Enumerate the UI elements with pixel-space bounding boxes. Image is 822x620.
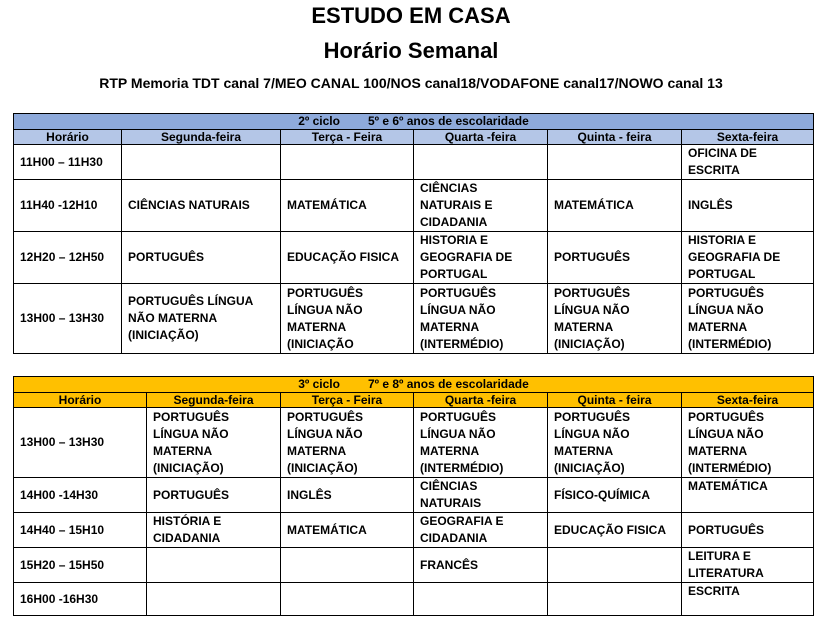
page-title: ESTUDO EM CASA [311,3,511,28]
table-cell: INGLÊS [682,180,814,232]
column-header: Quarta -feira [414,130,548,145]
table-row [14,513,814,548]
table-cell: PORTUGUÊS [122,232,281,284]
table-cell: PORTUGUÊS LÍNGUA NÃO MATERNA (INTERMÉDIO) [682,408,814,478]
table-cell: EDUCAÇÃO FISICA [548,513,682,548]
column-header: Sexta-feira [682,130,814,145]
cycle-banner [14,114,814,130]
table-row [14,408,814,478]
table-cell [414,583,548,616]
table-cell: OFICINA DE ESCRITA [682,145,814,180]
table-cell: MATEMÁTICA [281,513,414,548]
table-cell: ESCRITA [682,583,814,616]
table-cell: HISTÓRIA E CIDADANIA [147,513,281,548]
table-cell [281,145,414,180]
table-cell: PORTUGUÊS [147,478,281,513]
table-cell: EDUCAÇÃO FISICA [281,232,414,284]
cycle-banner [14,377,814,393]
table-cell: HISTORIA E GEOGRAFIA DE PORTUGAL [414,232,548,284]
cycle-label: 2º ciclo [298,114,340,128]
table-cell [548,145,682,180]
column-header: Quarta -feira [414,393,548,408]
page-subtitle: Horário Semanal [323,38,499,63]
schedule-table-cycle2 [13,113,814,354]
table-cell [147,548,281,583]
table-cell: CIÊNCIAS NATURAIS E CIDADANIA [414,180,548,232]
table-cell [147,583,281,616]
table-cell: MATEMÁTICA [682,478,814,513]
time-cell: 13H00 – 13H30 [14,284,122,354]
table-cell [122,145,281,180]
table-cell: FÍSICO-QUÍMICA [548,478,682,513]
years-label: 7º e 8º anos de escolaridade [367,377,529,391]
column-header: Horário [14,393,147,408]
table-cell: PORTUGUÊS LÍNGUA NÃO MATERNA (INICIAÇÃO) [548,408,682,478]
time-cell: 12H20 – 12H50 [14,232,122,284]
time-cell: 13H00 – 13H30 [14,408,147,478]
table-cell: PORTUGUÊS LÍNGUA NÃO MATERNA (INTERMÉDIO) [682,284,814,354]
column-header-row [14,393,814,408]
table-cell: PORTUGUÊS LÍNGUA NÃO MATERNA (INICIAÇÃO) [147,408,281,478]
time-cell: 14H40 – 15H10 [14,513,147,548]
table-row [14,548,814,583]
table-header-band [14,114,814,130]
time-cell: 11H40 -12H10 [14,180,122,232]
table-cell: LEITURA E LITERATURA [682,548,814,583]
table-cell: GEOGRAFIA E CIDADANIA [414,513,548,548]
table-cell: PORTUGUÊS LÍNGUA NÃO MATERNA (INTERMÉDIO) [414,284,548,354]
table-row [14,145,814,180]
table-row [14,284,814,354]
table-cell [281,548,414,583]
table-cell: PORTUGUÊS LÍNGUA NÃO MATERNA (INTERMÉDIO) [414,408,548,478]
table-cell: MATEMÁTICA [548,180,682,232]
table-cell: CIÊNCIAS NATURAIS [122,180,281,232]
time-cell: 11H00 – 11H30 [14,145,122,180]
years-label: 5º e 6º anos de escolaridade [367,114,529,128]
channels-line: RTP Memoria TDT canal 7/MEO CANAL 100/NOS canal18/VODAFONE canal17/NOWO canal 13 [99,75,723,91]
column-header: Segunda-feira [147,393,281,408]
table-row [14,478,814,513]
table-cell [414,145,548,180]
table-cell: PORTUGUÊS [682,513,814,548]
table-cell: MATEMÁTICA [281,180,414,232]
column-header: Quinta - feira [548,130,682,145]
table-cell: PORTUGUÊS LÍNGUA NÃO MATERNA (INICIAÇÃO [281,284,414,354]
column-header: Horário [14,130,122,145]
schedule-table-cycle3 [13,376,814,616]
column-header: Terça - Feira [281,393,414,408]
time-cell: 15H20 – 15H50 [14,548,147,583]
table-cell: FRANCÊS [414,548,548,583]
table-row [14,180,814,232]
table-cell: HISTORIA E GEOGRAFIA DE PORTUGAL [682,232,814,284]
table-cell [548,548,682,583]
time-cell: 14H00 -14H30 [14,478,147,513]
table-cell: PORTUGUÊS [548,232,682,284]
table-cell: PORTUGUÊS LÍNGUA NÃO MATERNA (INICIAÇÃO) [548,284,682,354]
table-cell: INGLÊS [281,478,414,513]
table-cell [548,583,682,616]
time-cell: 16H00 -16H30 [14,583,147,616]
table-row [14,232,814,284]
table-cell: PORTUGUÊS LÍNGUA NÃO MATERNA (INICIAÇÃO) [281,408,414,478]
table-cell [281,583,414,616]
table-header-band [14,377,814,393]
table-cell: PORTUGUÊS LÍNGUA NÃO MATERNA (INICIAÇÃO) [122,284,281,354]
column-header-row [14,130,814,145]
column-header: Terça - Feira [281,130,414,145]
column-header: Segunda-feira [122,130,281,145]
table-row [14,583,814,616]
column-header: Quinta - feira [548,393,682,408]
cycle-label: 3º ciclo [298,377,340,391]
column-header: Sexta-feira [682,393,814,408]
table-cell: CIÊNCIAS NATURAIS [414,478,548,513]
